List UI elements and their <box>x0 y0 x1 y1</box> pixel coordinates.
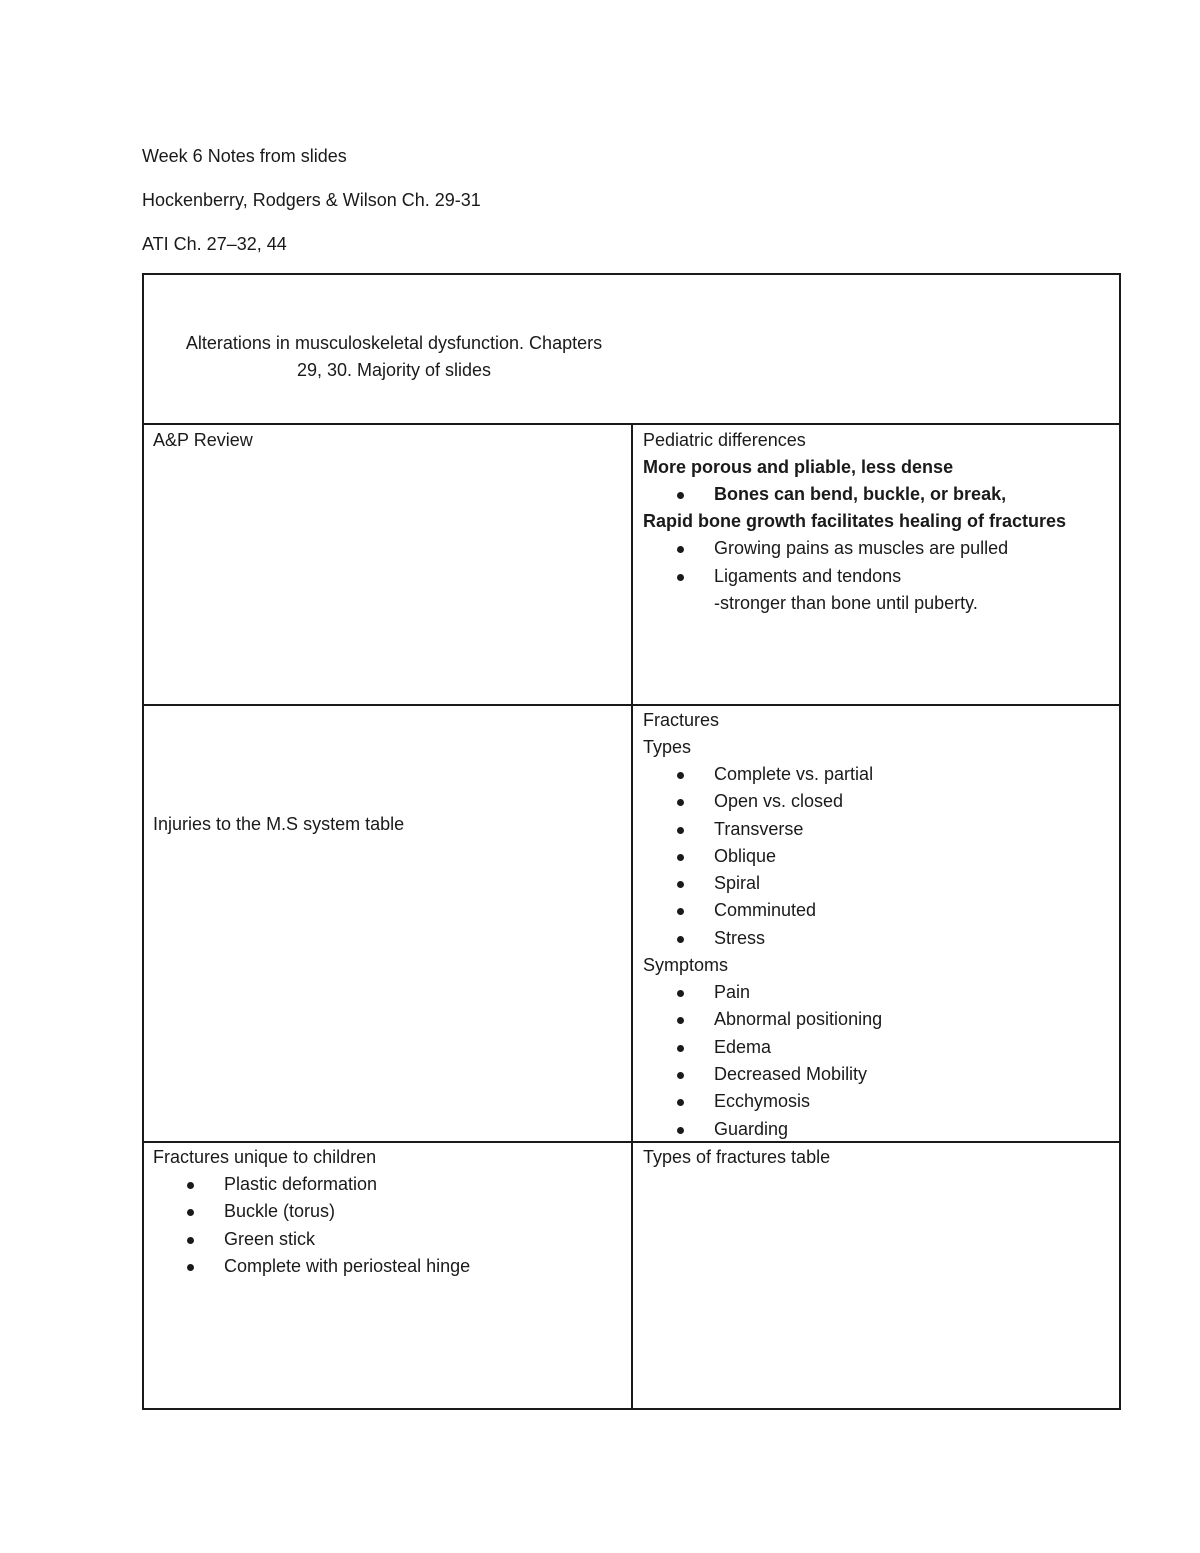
symptoms-list <box>643 979 882 1143</box>
unique-fractures-list <box>153 1171 470 1280</box>
notes-table <box>142 273 1121 1410</box>
bullet-icon <box>677 1017 684 1024</box>
list-item: Oblique <box>643 843 882 870</box>
bullet-icon <box>677 881 684 888</box>
table-title-line-1: Alterations in musculoskeletal dysfunction. Chapters <box>185 333 603 353</box>
unique-fractures-heading: Fractures unique to children <box>153 1147 377 1167</box>
bullet-icon <box>677 574 684 581</box>
bullet-list <box>643 535 1066 590</box>
types-label: Types <box>643 737 692 757</box>
bullet-icon <box>677 1072 684 1079</box>
bullet-icon <box>677 827 684 834</box>
fractures-heading: Fractures <box>643 710 720 730</box>
bullet-icon <box>677 1099 684 1106</box>
bullet-icon <box>677 546 684 553</box>
list-item: Abnormal positioning <box>643 1006 882 1033</box>
ap-review-cell: A&P Review <box>153 430 253 450</box>
pediatric-differences-cell <box>643 427 1066 617</box>
fractures-cell <box>643 707 882 1143</box>
bullet-icon <box>677 936 684 943</box>
table-title <box>159 330 629 384</box>
bullet-icon <box>187 1264 194 1271</box>
bullet-icon <box>187 1237 194 1244</box>
bullet-icon <box>187 1209 194 1216</box>
list-item: Complete vs. partial <box>643 761 882 788</box>
ligaments-note: -stronger than bone until puberty. <box>714 592 978 613</box>
table-title-line-2: 29, 30. Majority of slides <box>296 360 492 380</box>
fracture-types-list <box>643 761 882 952</box>
list-item: Ecchymosis <box>643 1088 882 1115</box>
porous-bones-note: More porous and pliable, less dense <box>643 457 954 477</box>
list-item: Complete with periosteal hinge <box>153 1253 470 1280</box>
list-item: Guarding <box>643 1116 882 1143</box>
bullet-icon <box>677 854 684 861</box>
column-divider <box>631 425 633 1410</box>
list-item: Stress <box>643 925 882 952</box>
bullet-icon <box>677 492 684 499</box>
symptoms-label: Symptoms <box>643 955 729 976</box>
list-item: Pain <box>643 979 882 1006</box>
bullet-icon <box>677 1127 684 1134</box>
table-title-cell <box>144 275 1119 425</box>
rapid-growth-note: Rapid bone growth facilitates healing of fractures <box>643 511 1067 532</box>
list-item: Transverse <box>643 816 882 843</box>
list-item: Growing pains as muscles are pulled <box>643 535 1066 562</box>
list-item: Ligaments and tendons <box>643 563 1066 590</box>
injuries-cell: Injuries to the M.S system table <box>153 814 405 834</box>
list-item: Open vs. closed <box>643 788 882 815</box>
list-item: Spiral <box>643 870 882 897</box>
bullet-icon <box>677 908 684 915</box>
list-item: Buckle (torus) <box>153 1198 470 1225</box>
bullet-icon <box>677 772 684 779</box>
row-divider <box>144 1141 1119 1143</box>
types-of-fractures-cell: Types of fractures table <box>643 1147 831 1167</box>
bullet-icon <box>677 990 684 997</box>
ati-reference: ATI Ch. 27–32, 44 <box>142 234 287 254</box>
list-item: Decreased Mobility <box>643 1061 882 1088</box>
list-item: Comminuted <box>643 897 882 924</box>
bullet-icon <box>187 1182 194 1189</box>
bullet-icon <box>677 799 684 806</box>
list-item: Edema <box>643 1034 882 1061</box>
bullet-list <box>643 481 1066 508</box>
list-item: Bones can bend, buckle, or break, <box>643 481 1066 508</box>
list-item: Plastic deformation <box>153 1171 470 1198</box>
textbook-reference: Hockenberry, Rodgers & Wilson Ch. 29-31 <box>142 190 481 210</box>
unique-fractures-cell <box>153 1144 470 1280</box>
pediatric-differences-heading: Pediatric differences <box>643 430 806 450</box>
bullet-icon <box>677 1045 684 1052</box>
list-item: Green stick <box>153 1226 470 1253</box>
document-title: Week 6 Notes from slides <box>142 146 347 166</box>
row-divider <box>144 704 1119 706</box>
